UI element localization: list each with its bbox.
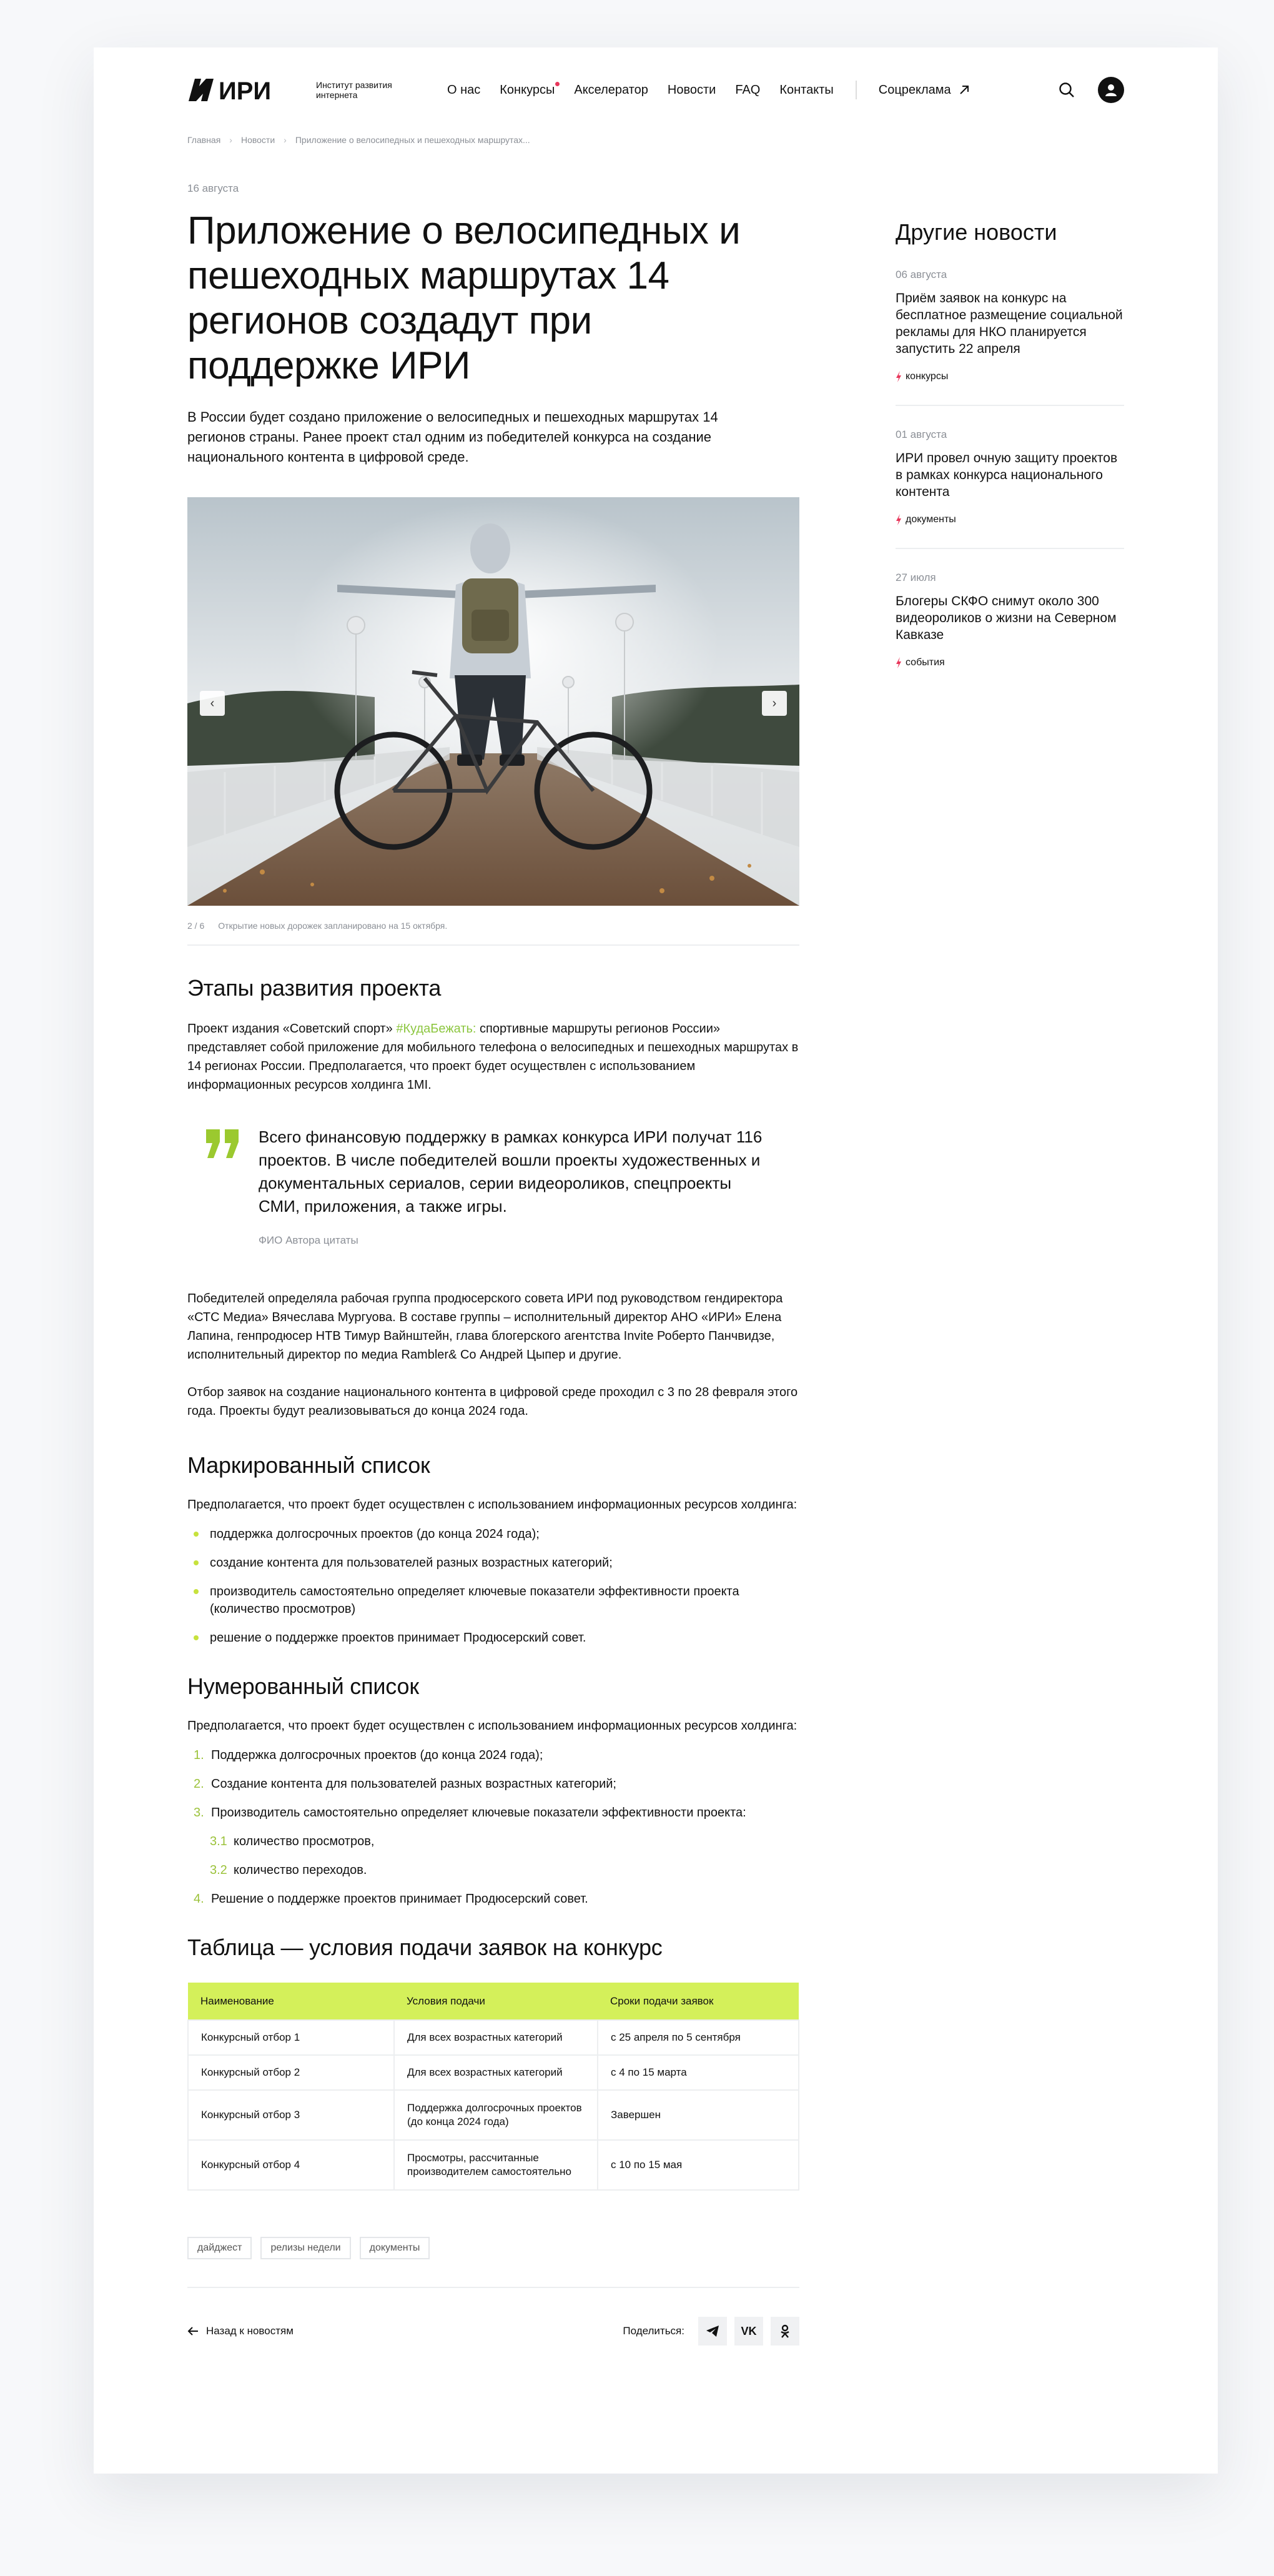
search-button[interactable] bbox=[1054, 77, 1079, 102]
share-telegram-button[interactable] bbox=[698, 2317, 727, 2346]
nav-social-ads-label: Соцреклама bbox=[878, 82, 951, 97]
chevron-right-icon: › bbox=[229, 135, 232, 145]
table-cell: Конкурсный отбор 1 bbox=[188, 2020, 394, 2055]
bullet-dot bbox=[194, 1589, 199, 1594]
news-tag[interactable] bbox=[896, 371, 1124, 382]
gallery-prev-button[interactable] bbox=[200, 691, 225, 716]
back-label: Назад к новостям bbox=[206, 2325, 294, 2337]
back-to-news-link[interactable] bbox=[187, 2325, 294, 2337]
paragraph-text: Проект издания «Советский спорт» bbox=[187, 1022, 397, 1036]
arrow-up-right-icon bbox=[959, 84, 970, 96]
table-cell: Просмотры, рассчитанные производителем самостоятельно bbox=[394, 2140, 598, 2190]
article-title: Приложение о велосипедных и пешеходных маршрутах 14 регионов создадут при поддержке ИРИ bbox=[187, 209, 741, 387]
chevron-right-icon: › bbox=[772, 696, 777, 710]
section-paragraph bbox=[187, 1019, 799, 1094]
bullet-dot bbox=[194, 1560, 199, 1565]
table-header-row bbox=[188, 1983, 799, 2020]
tag-documents[interactable]: документы bbox=[360, 2237, 430, 2259]
list-item bbox=[187, 1629, 799, 1647]
news-tag-label: документы bbox=[906, 514, 956, 525]
share-ok-button[interactable] bbox=[771, 2317, 799, 2346]
article-tags bbox=[187, 2237, 799, 2259]
conditions-table bbox=[187, 1983, 799, 2191]
table-header-cell: Наименование bbox=[188, 1983, 394, 2020]
list-number: 4. bbox=[194, 1892, 204, 1906]
section-heading-numbered: Нумерованный список bbox=[187, 1673, 419, 1699]
tag-digest[interactable]: дайджест bbox=[187, 2237, 252, 2259]
list-number: 3. bbox=[194, 1806, 204, 1820]
divider bbox=[187, 944, 799, 946]
chevron-left-icon: ‹ bbox=[210, 696, 215, 710]
table-cell: Для всех возрастных категорий bbox=[394, 2020, 598, 2055]
gallery-next-button[interactable] bbox=[762, 691, 787, 716]
list-number: 3.2 bbox=[210, 1863, 227, 1877]
list-item-text: количество переходов. bbox=[234, 1863, 367, 1877]
site-header bbox=[187, 72, 1124, 107]
logo-text: ИРИ bbox=[219, 77, 272, 102]
bullet-list bbox=[187, 1525, 799, 1647]
news-title[interactable]: ИРИ провел очную защиту проектов в рамках конкурса национального контента bbox=[896, 451, 1118, 499]
list-item-text: создание контента для пользователей разных возрастных категорий; bbox=[210, 1556, 613, 1570]
list-item bbox=[187, 1890, 799, 1908]
share-block bbox=[623, 2317, 799, 2346]
table-row bbox=[188, 2055, 799, 2090]
quote-author: ФИО Автора цитаты bbox=[259, 1234, 358, 1246]
share-vk-button[interactable] bbox=[734, 2317, 763, 2346]
list-item-text: Решение о поддержке проектов принимает Продюсерский совет. bbox=[211, 1892, 588, 1906]
hashtag-link[interactable]: #КудаБежать: bbox=[396, 1022, 477, 1036]
list-item bbox=[187, 1775, 799, 1793]
list-number: 2. bbox=[194, 1777, 204, 1791]
bullet-dot bbox=[194, 1532, 199, 1537]
profile-button[interactable] bbox=[1098, 77, 1124, 103]
news-card[interactable] bbox=[896, 269, 1124, 406]
nav-about[interactable]: О нас bbox=[447, 82, 481, 97]
list-item bbox=[187, 1804, 799, 1821]
gallery-caption-text: Открытие новых дорожек запланировано на 15 октября. bbox=[218, 921, 448, 931]
article-date: 16 августа bbox=[187, 182, 239, 194]
table-cell: с 4 по 15 марта bbox=[598, 2055, 799, 2090]
table-cell: Конкурсный отбор 2 bbox=[188, 2055, 394, 2090]
list-number: 3.1 bbox=[210, 1835, 227, 1848]
list-item bbox=[187, 1746, 799, 1764]
table-cell: с 10 по 15 мая bbox=[598, 2140, 799, 2190]
table-row bbox=[188, 2140, 799, 2190]
logo-mark-icon bbox=[187, 77, 306, 102]
news-tag[interactable] bbox=[896, 514, 1124, 525]
nav-contacts[interactable]: Контакты bbox=[779, 82, 834, 97]
list-item-text: Производитель самостоятельно определяет ключевые показатели эффективности проекта: bbox=[211, 1806, 746, 1820]
table-cell: Для всех возрастных категорий bbox=[394, 2055, 598, 2090]
nav-contests-label: Конкурсы bbox=[500, 82, 555, 97]
spark-icon bbox=[896, 514, 902, 525]
news-card[interactable] bbox=[896, 572, 1124, 691]
table-cell: Конкурсный отбор 3 bbox=[188, 2090, 394, 2140]
table-cell: с 25 апреля по 5 сентября bbox=[598, 2020, 799, 2055]
paragraph-text: спортивные маршруты регионов России» представляет собой приложение для мобильного телефона о велосипедных и пешеходных маршрутах в 14 регионах России. Предполагается, что проект будет осуществлен с использованием информационных ресурсов холдинга 1MI. bbox=[187, 1022, 799, 1092]
news-date: 06 августа bbox=[896, 269, 947, 280]
sidebar-title: Другие новости bbox=[896, 219, 1057, 245]
gallery-caption bbox=[187, 921, 799, 931]
bullet-dot bbox=[194, 1635, 199, 1640]
spark-icon bbox=[896, 371, 902, 382]
section-heading-bullets: Маркированный список bbox=[187, 1452, 430, 1478]
list-item bbox=[187, 1583, 799, 1618]
section-heading-stages: Этапы развития проекта bbox=[187, 975, 442, 1001]
paragraph-selection: Отбор заявок на создание национального контента в цифровой среде проходил с 3 по 28 февраля этого года. Проекты будут реализовываться до конца 2024 года. bbox=[187, 1385, 798, 1418]
breadcrumb-current: Приложение о велосипедных и пешеходных маршрутах... bbox=[295, 135, 530, 145]
news-tag-label: конкурсы bbox=[906, 371, 949, 382]
news-title[interactable]: Приём заявок на конкурс на бесплатное размещение социальной рекламы для НКО планируется запустить 22 апреля bbox=[896, 291, 1123, 356]
list-item-text: Поддержка долгосрочных проектов (до конца 2024 года); bbox=[211, 1748, 543, 1762]
breadcrumb-home[interactable]: Главная bbox=[187, 135, 221, 145]
other-news-sidebar bbox=[896, 219, 1124, 691]
blockquote bbox=[205, 1126, 767, 1247]
arrow-left-icon bbox=[187, 2326, 199, 2336]
breadcrumb-news[interactable]: Новости bbox=[240, 135, 275, 145]
table-row bbox=[188, 2090, 799, 2140]
article-footer bbox=[187, 2287, 799, 2346]
news-title[interactable]: Блогеры СКФО снимут около 300 видеороликов о жизни на Северном Кавказе bbox=[896, 594, 1117, 642]
telegram-icon bbox=[706, 2325, 719, 2337]
table-cell: Поддержка долгосрочных проектов (до конца 2024 года) bbox=[394, 2090, 598, 2140]
breadcrumb bbox=[187, 135, 530, 145]
article-lead: В России будет создано приложение о велосипедных и пешеходных маршрутах 14 регионов страны. Ранее проект стал одним из победителей конкурса на создание национального контента в цифровой среде. bbox=[187, 409, 718, 465]
news-card[interactable] bbox=[896, 429, 1124, 549]
gallery-photo bbox=[187, 497, 799, 906]
quote-text: Всего финансовую поддержку в рамках конкурса ИРИ получат 116 проектов. В числе победителей вошли проекты художественных и документальных сериалов, серии видеороликов, спецпроекты СМИ, приложения, а также игры. bbox=[259, 1127, 763, 1216]
quote-icon bbox=[205, 1128, 240, 1159]
list-item-text: решение о поддержке проектов принимает Продюсерский совет. bbox=[210, 1631, 586, 1645]
list-item-text: производитель самостоятельно определяет ключевые показатели эффективности проекта (количество просмотров) bbox=[210, 1585, 739, 1616]
table-cell: Конкурсный отбор 4 bbox=[188, 2140, 394, 2190]
table-header-cell: Условия подачи bbox=[394, 1983, 598, 2020]
list-item-text: поддержка долгосрочных проектов (до конца 2024 года); bbox=[210, 1527, 540, 1541]
bullets-intro: Предполагается, что проект будет осуществлен с использованием информационных ресурсов холдинга: bbox=[187, 1498, 797, 1512]
news-tag[interactable] bbox=[896, 657, 1124, 668]
list-subitem bbox=[187, 1861, 799, 1879]
table-cell: Завершен bbox=[598, 2090, 799, 2140]
gallery-counter: 2 / 6 bbox=[187, 921, 205, 931]
nav-accelerator[interactable]: Акселератор bbox=[574, 82, 648, 97]
nav-social-ads[interactable] bbox=[879, 83, 970, 97]
list-number: 1. bbox=[194, 1748, 204, 1762]
table-row bbox=[188, 2020, 799, 2055]
news-date: 01 августа bbox=[896, 429, 947, 440]
page bbox=[94, 47, 1218, 2474]
nav-new-dot bbox=[555, 82, 560, 86]
tag-releases[interactable]: релизы недели bbox=[260, 2237, 350, 2259]
chevron-right-icon: › bbox=[284, 135, 287, 145]
list-item-text: количество просмотров, bbox=[234, 1835, 375, 1848]
list-item bbox=[187, 1525, 799, 1543]
nav-divider bbox=[856, 81, 857, 99]
numbered-intro: Предполагается, что проект будет осуществлен с использованием информационных ресурсов холдинга: bbox=[187, 1719, 797, 1733]
vk-icon: VK bbox=[741, 2324, 757, 2337]
nav-faq[interactable]: FAQ bbox=[735, 82, 761, 97]
photo-gallery bbox=[187, 497, 799, 906]
list-item-text: Создание контента для пользователей разных возрастных категорий; bbox=[211, 1777, 616, 1791]
nav-contests[interactable] bbox=[500, 83, 555, 97]
odnoklassniki-icon bbox=[780, 2324, 790, 2338]
spark-icon bbox=[896, 657, 902, 668]
logo-subtitle: Институт развития интернета bbox=[316, 80, 392, 100]
news-date: 27 июля bbox=[896, 572, 936, 583]
main-nav bbox=[447, 81, 970, 99]
nav-news[interactable]: Новости bbox=[667, 82, 716, 97]
paragraph-jury: Победителей определяла рабочая группа продюсерского совета ИРИ под руководством гендиректора «СТС Медиа» Вячеслава Мургуова. В составе группы – исполнительный директор АНО «ИРИ» Елена Лапина, генпродюсер НТВ Тимур Вайнштейн, глава блогерского агентства Invite Роберто Панчвидзе, исполнительный директор по медиа Rambler& Co Андрей Цыпер и другие. bbox=[187, 1292, 783, 1362]
share-label: Поделиться: bbox=[623, 2325, 684, 2337]
list-item bbox=[187, 1554, 799, 1572]
news-tag-label: события bbox=[906, 657, 945, 668]
list-subitem bbox=[187, 1833, 799, 1850]
logo[interactable] bbox=[187, 77, 410, 102]
search-icon bbox=[1058, 81, 1075, 99]
table-header-cell: Сроки подачи заявок bbox=[598, 1983, 799, 2020]
section-heading-table: Таблица — условия подачи заявок на конкурс bbox=[187, 1934, 663, 1960]
header-actions bbox=[1054, 77, 1124, 103]
numbered-list bbox=[187, 1746, 799, 1908]
article bbox=[187, 182, 799, 2346]
user-icon bbox=[1104, 82, 1118, 97]
